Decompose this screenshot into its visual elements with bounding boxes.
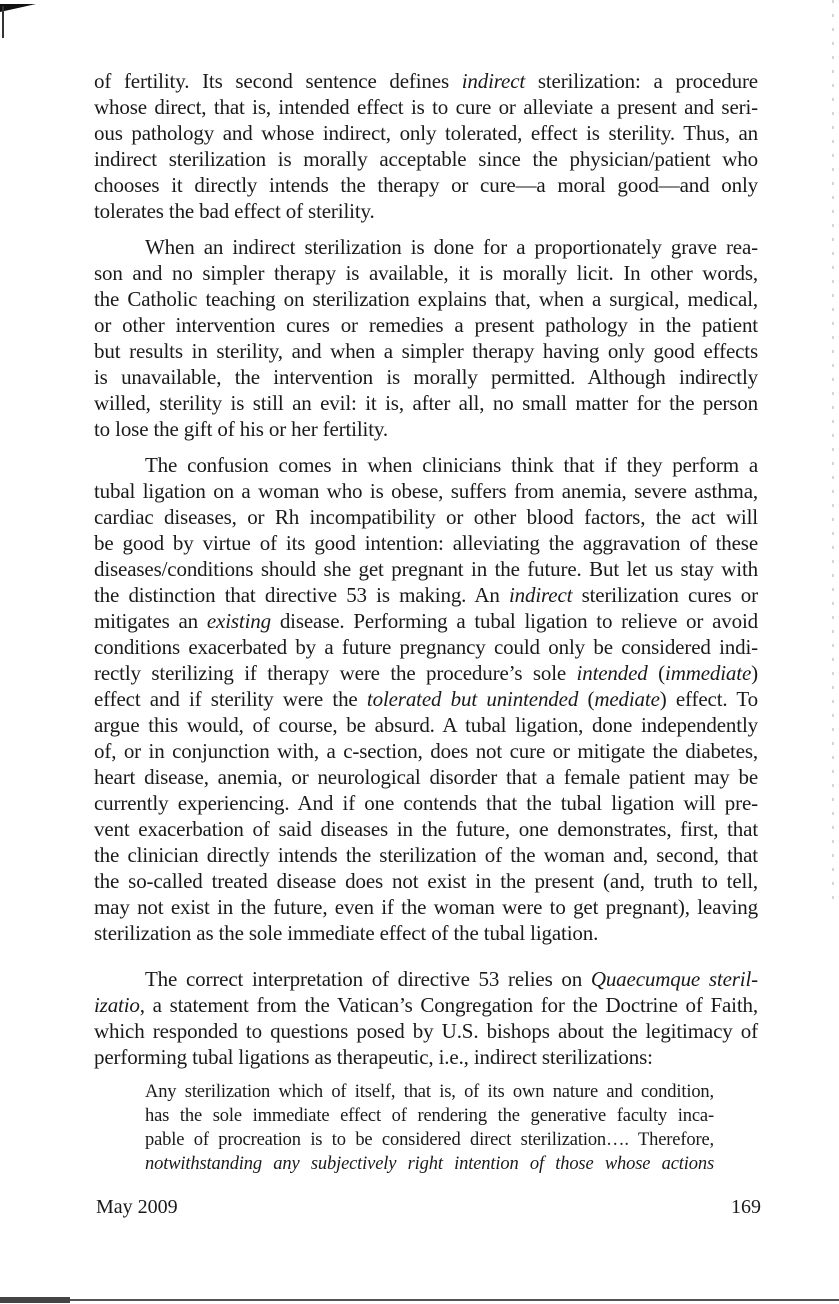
blockquote-line: has the sole immediate effect of rendering the generative faculty inca-: [145, 1106, 714, 1126]
paragraph-line: the so-called treated disease does not exist in the present (and, truth to tell,: [94, 869, 758, 893]
paragraph-line: be good by virtue of its good intention: alleviating the aggravation of these: [94, 531, 758, 555]
scan-corner-artifact: [2, 6, 4, 38]
paragraph-line: the distinction that directive 53 is making. An indirect sterilization cures or: [94, 583, 758, 607]
paragraph-line: but results in sterility, and when a simpler therapy having only good effects: [94, 339, 758, 363]
paragraph-line: performing tubal ligations as therapeutic, i.e., indirect sterilizations:: [94, 1045, 653, 1069]
paragraph-line: effect and if sterility were the tolerated but unintended (mediate) effect. To: [94, 687, 758, 711]
paragraph-line: When an indirect sterilization is done for a proportionately grave rea-: [145, 235, 758, 259]
paragraph-line: to lose the gift of his or her fertility.: [94, 417, 389, 441]
blockquote-line: Any sterilization which of itself, that is, of its own nature and condition,: [145, 1082, 714, 1102]
paragraph-line: which responded to questions posed by U.S. bishops about the legitimacy of: [94, 1019, 758, 1043]
paragraph-line: or other intervention cures or remedies a present pathology in the patient: [94, 313, 758, 337]
paragraph-line: mitigates an existing disease. Performing a tubal ligation to relieve or avoid: [94, 609, 759, 633]
footer-page-number: 169: [731, 1196, 761, 1218]
paragraph-line: whose direct, that is, intended effect is to cure or alleviate a present and seri-: [94, 95, 758, 119]
footer-issue-date: May 2009: [96, 1196, 178, 1218]
scan-bottom-edge: [0, 1297, 70, 1303]
paragraph-line: rectly sterilizing if therapy were the procedure’s sole intended (immediate): [94, 661, 758, 685]
paragraph-line: The confusion comes in when clinicians think that if they perform a: [145, 453, 758, 477]
scan-corner-artifact: [0, 4, 36, 12]
paragraph-line: tolerates the bad effect of sterility.: [94, 199, 375, 223]
paragraph-line: tubal ligation on a woman who is obese, suffers from anemia, severe asthma,: [94, 479, 758, 503]
paragraph-line: vent exacerbation of said diseases in the future, one demonstrates, first, that: [94, 817, 758, 841]
paragraph-line: willed, sterility is still an evil: it is, after all, no small matter for the person: [94, 391, 758, 415]
paragraph-line: currently experiencing. And if one contends that the tubal ligation will pre-: [94, 791, 758, 815]
paragraph-line: heart disease, anemia, or neurological disorder that a female patient may be: [94, 765, 758, 789]
paragraph-line: the Catholic teaching on sterilization explains that, when a surgical, medical,: [94, 287, 758, 311]
paragraph-line: is unavailable, the intervention is morally permitted. Although indirectly: [94, 365, 758, 389]
paragraph-line: The correct interpretation of directive 53 relies on Quaecumque steril-: [145, 967, 758, 991]
paragraph-line: chooses it directly intends the therapy or cure—a moral good—and only: [94, 173, 758, 197]
paragraph-line: conditions exacerbated by a future pregnancy could only be considered indi-: [94, 635, 758, 659]
paragraph-line: indirect sterilization is morally acceptable since the physician/patient who: [94, 147, 758, 171]
paragraph-line: of, or in conjunction with, a c-section, does not cure or mitigate the diabetes,: [94, 739, 758, 763]
paragraph-line: izatio, a statement from the Vatican’s Congregation for the Doctrine of Faith,: [94, 993, 758, 1017]
paragraph-line: sterilization as the sole immediate effect of the tubal ligation.: [94, 921, 599, 945]
paragraph-line: of fertility. Its second sentence defines indirect sterilization: a procedure: [94, 69, 758, 93]
paragraph-line: son and no simpler therapy is available, it is morally licit. In other words,: [94, 261, 758, 285]
paragraph-line: cardiac diseases, or Rh incompatibility or other blood factors, the act will: [94, 505, 758, 529]
scan-edge-artifact: [832, 0, 834, 900]
blockquote-line: pable of procreation is to be considered direct sterilization…. Therefore,: [145, 1130, 714, 1150]
paragraph-line: the clinician directly intends the sterilization of the woman and, second, that: [94, 843, 758, 867]
paragraph-line: argue this would, of course, be absurd. A tubal ligation, done independently: [94, 713, 758, 737]
scan-bottom-edge: [0, 1299, 839, 1301]
blockquote-line: notwithstanding any subjectively right intention of those whose actions: [145, 1154, 714, 1174]
paragraph-line: ous pathology and whose indirect, only tolerated, effect is sterility. Thus, an: [94, 121, 758, 145]
paragraph-line: diseases/conditions should she get pregnant in the future. But let us stay with: [94, 557, 758, 581]
paragraph-line: may not exist in the future, even if the woman were to get pregnant), leaving: [94, 895, 758, 919]
